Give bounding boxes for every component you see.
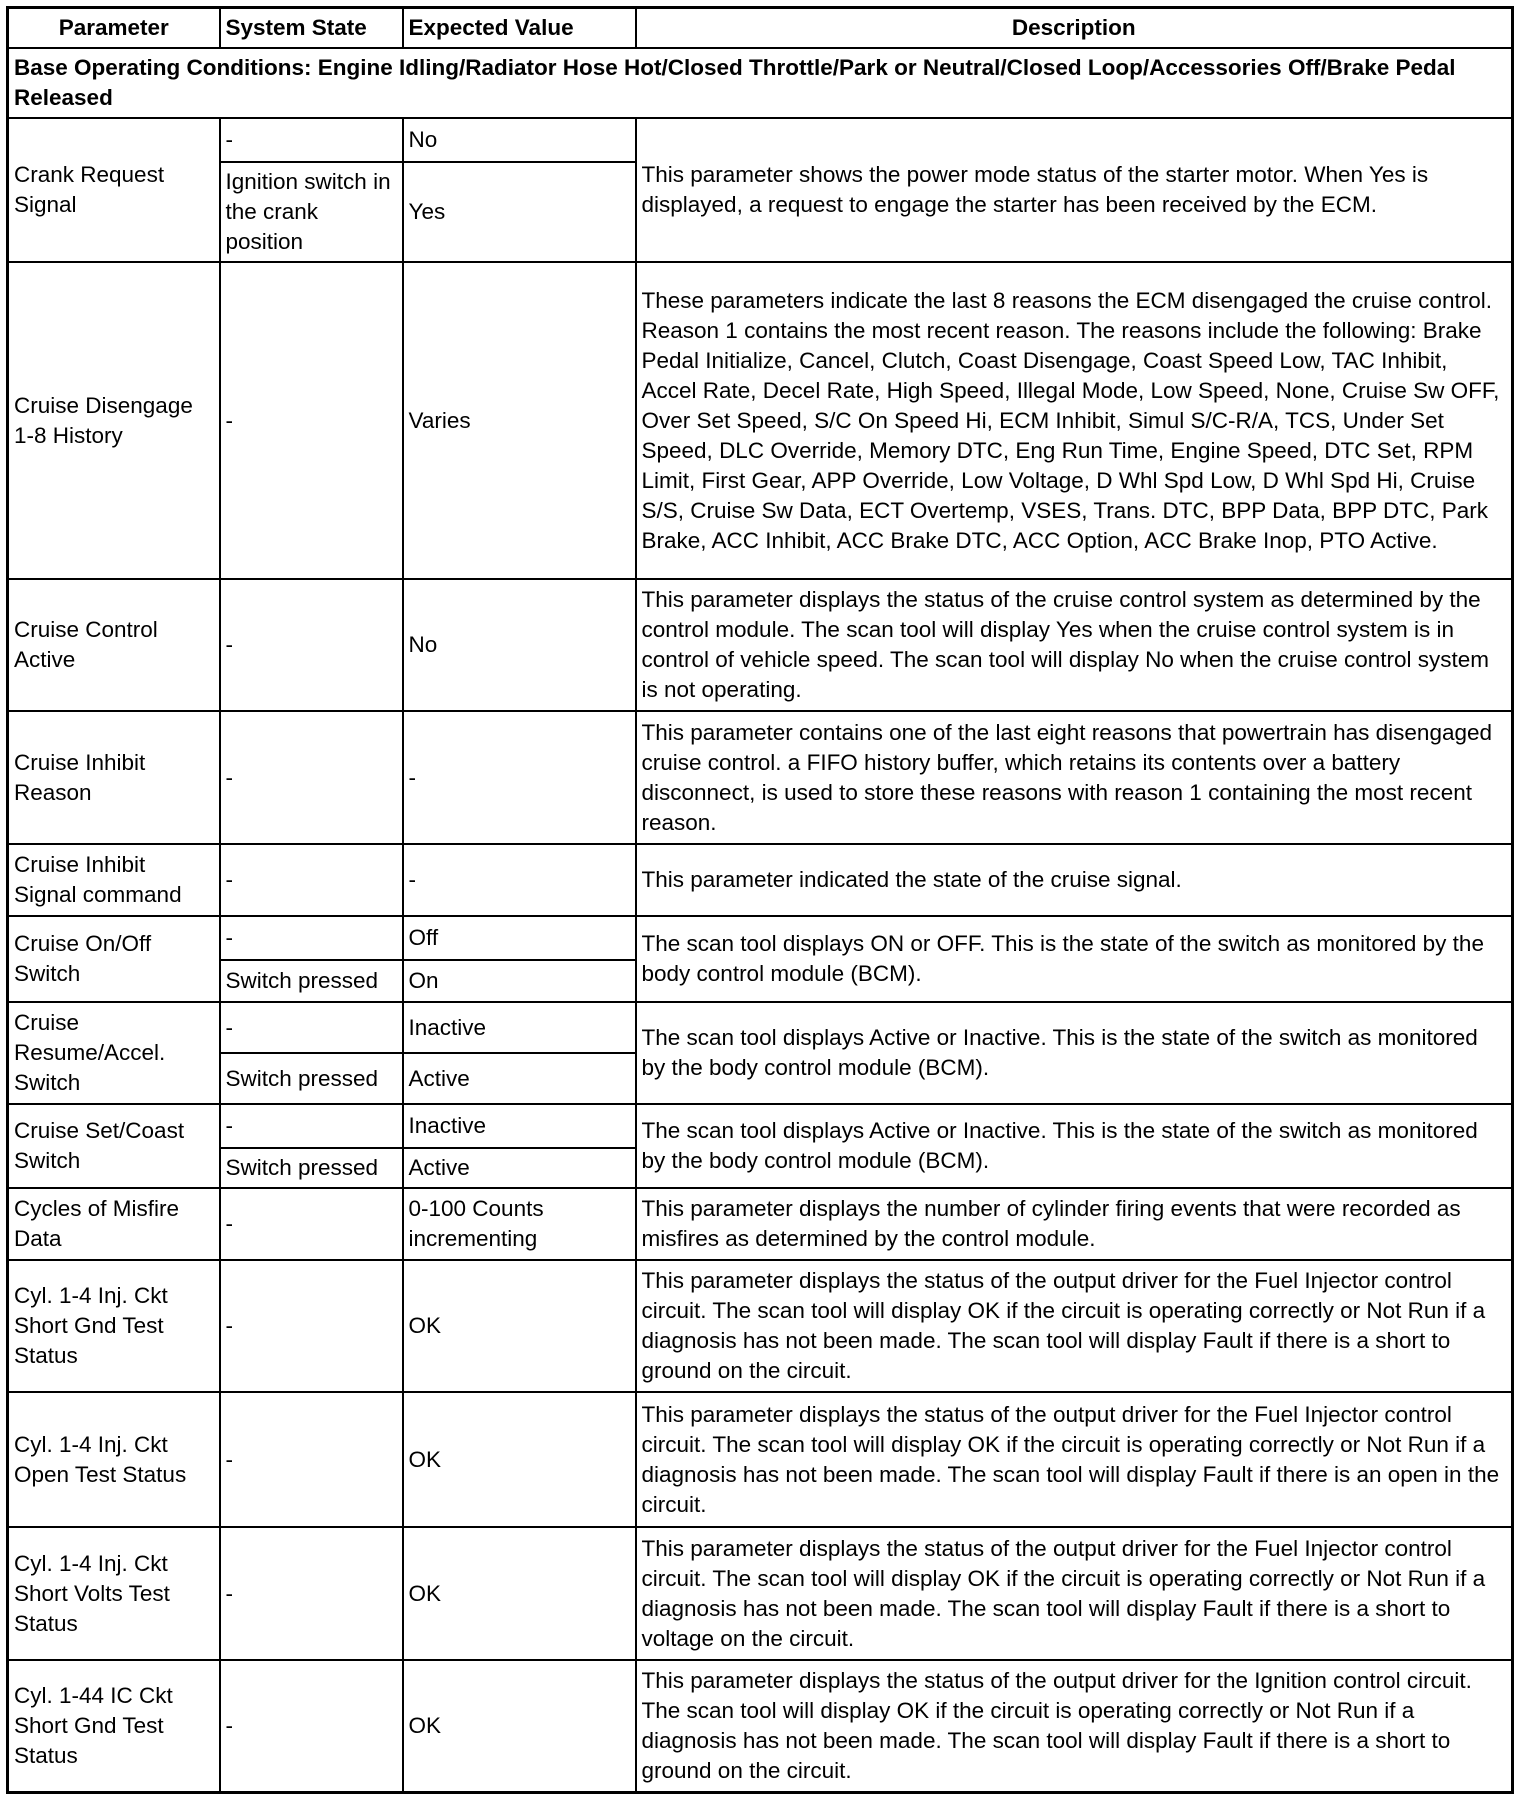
system-state-cell: - [220,579,403,711]
table-row [8,1527,1513,1660]
parameter-cell: Cruise On/Off Switch [8,916,220,1002]
expected-value-cell: OK [403,1660,636,1792]
expected-value-cell: On [403,960,636,1002]
description-cell: This parameter indicated the state of the cruise signal. [636,844,1513,916]
table-row [8,118,1513,162]
parameter-table [6,6,1514,1794]
system-state-cell: Ignition switch in the crank position [220,162,403,262]
system-state-cell: Switch pressed [220,960,403,1002]
header-expected-value: Expected Value [403,8,636,49]
table-row [8,1002,1513,1053]
parameter-cell: Cycles of Misfire Data [8,1188,220,1260]
expected-value-cell: OK [403,1260,636,1392]
system-state-cell: Switch pressed [220,1148,403,1188]
table-row [8,711,1513,844]
expected-value-cell: Yes [403,162,636,262]
description-cell: This parameter shows the power mode status of the starter motor. When Yes is displayed, a request to engage the starter has been received by the ECM. [636,118,1513,262]
table-row [8,1188,1513,1260]
description-cell: This parameter displays the status of the output driver for the Fuel Injector control circuit. The scan tool will display OK if the circuit is operating correctly or Not Run if a diagnosis has not been made. The scan tool will display Fault if there is a short to ground on the circuit. [636,1260,1513,1392]
parameter-cell: Cyl. 1-4 Inj. Ckt Open Test Status [8,1392,220,1527]
system-state-cell: - [220,1660,403,1792]
system-state-cell: - [220,844,403,916]
expected-value-cell: OK [403,1527,636,1660]
system-state-cell: - [220,1188,403,1260]
description-cell: This parameter contains one of the last eight reasons that powertrain has disengaged cruise control. a FIFO history buffer, which retains its contents over a battery disconnect, is used to store these reasons with reason 1 containing the most recent reason. [636,711,1513,844]
table-row [8,1392,1513,1527]
system-state-cell: Switch pressed [220,1053,403,1104]
expected-value-cell: 0-100 Counts incrementing [403,1188,636,1260]
description-cell: The scan tool displays Active or Inactive. This is the state of the switch as monitored by the body control module (BCM). [636,1002,1513,1104]
parameter-cell: Cruise Inhibit Reason [8,711,220,844]
system-state-cell: - [220,916,403,960]
expected-value-cell: No [403,579,636,711]
table-row [8,844,1513,916]
table-row [8,916,1513,960]
description-cell: The scan tool displays ON or OFF. This is the state of the switch as monitored by the body control module (BCM). [636,916,1513,1002]
table-row [8,262,1513,579]
expected-value-cell: Varies [403,262,636,579]
system-state-cell: - [220,262,403,579]
base-conditions: Base Operating Conditions: Engine Idling/Radiator Hose Hot/Closed Throttle/Park or Neutral/Closed Loop/Accessories Off/Brake Pedal Released [8,48,1513,118]
parameter-cell: Crank Request Signal [8,118,220,262]
description-cell: This parameter displays the number of cylinder firing events that were recorded as misfires as determined by the control module. [636,1188,1513,1260]
header-row [8,8,1513,49]
system-state-cell: - [220,1104,403,1148]
parameter-cell: Cruise Inhibit Signal command [8,844,220,916]
base-conditions-row [8,48,1513,118]
system-state-cell: - [220,1002,403,1053]
description-cell: This parameter displays the status of the output driver for the Fuel Injector control circuit. The scan tool will display OK if the circuit is operating correctly or Not Run if a diagnosis has not been made. The scan tool will display Fault if there is a short to voltage on the circuit. [636,1527,1513,1660]
system-state-cell: - [220,118,403,162]
description-cell: These parameters indicate the last 8 reasons the ECM disengaged the cruise control. Reason 1 contains the most recent reason. The reasons include the following: Brake Pedal Initialize, Cancel, Clutch, Coast Disengage, Coast Speed Low, TAC Inhibit, Accel Rate, Decel Rate, High Speed, Illegal Mode, Low Speed, None, Cruise Sw OFF, Over Set Speed, S/C On Speed Hi, ECM Inhibit, Simul S/C-R/A, TCS, Under Set Speed, DLC Override, Memory DTC, Eng Run Time, Engine Speed, DTC Set, RPM Limit, First Gear, APP Override, Low Voltage, D Whl Spd Low, D Whl Spd Hi, Cruise S/S, Cruise Sw Data, ECT Overtemp, VSES, Trans. DTC, BPP Data, BPP DTC, Park Brake, ACC Inhibit, ACC Brake DTC, ACC Option, ACC Brake Inop, PTO Active. [636,262,1513,579]
parameter-cell: Cruise Resume/Accel. Switch [8,1002,220,1104]
description-cell: The scan tool displays Active or Inactive. This is the state of the switch as monitored by the body control module (BCM). [636,1104,1513,1188]
expected-value-cell: OK [403,1392,636,1527]
table-row [8,1660,1513,1792]
expected-value-cell: Inactive [403,1104,636,1148]
header-description: Description [636,8,1513,49]
expected-value-cell: Active [403,1148,636,1188]
description-cell: This parameter displays the status of the cruise control system as determined by the control module. The scan tool will display Yes when the cruise control system is in control of vehicle speed. The scan tool will display No when the cruise control system is not operating. [636,579,1513,711]
system-state-cell: - [220,1527,403,1660]
system-state-cell: - [220,1260,403,1392]
header-system-state: System State [220,8,403,49]
expected-value-cell: Active [403,1053,636,1104]
parameter-cell: Cyl. 1-4 Inj. Ckt Short Volts Test Status [8,1527,220,1660]
parameter-cell: Cruise Control Active [8,579,220,711]
header-parameter: Parameter [8,8,220,49]
expected-value-cell: Off [403,916,636,960]
table-row [8,579,1513,711]
table-row [8,1104,1513,1148]
system-state-cell: - [220,711,403,844]
expected-value-cell: - [403,844,636,916]
system-state-cell: - [220,1392,403,1527]
parameter-cell: Cruise Set/Coast Switch [8,1104,220,1188]
parameter-cell: Cyl. 1-4 Inj. Ckt Short Gnd Test Status [8,1260,220,1392]
parameter-cell: Cyl. 1-44 IC Ckt Short Gnd Test Status [8,1660,220,1792]
expected-value-cell: - [403,711,636,844]
description-cell: This parameter displays the status of the output driver for the Ignition control circuit. The scan tool will display OK if the circuit is operating correctly or Not Run if a diagnosis has not been made. The scan tool will display Fault if there is a short to ground on the circuit. [636,1660,1513,1792]
table-row [8,1260,1513,1392]
description-cell: This parameter displays the status of the output driver for the Fuel Injector control circuit. The scan tool will display OK if the circuit is operating correctly or Not Run if a diagnosis has not been made. The scan tool will display Fault if there is an open in the circuit. [636,1392,1513,1527]
parameter-cell: Cruise Disengage 1-8 History [8,262,220,579]
expected-value-cell: No [403,118,636,162]
expected-value-cell: Inactive [403,1002,636,1053]
